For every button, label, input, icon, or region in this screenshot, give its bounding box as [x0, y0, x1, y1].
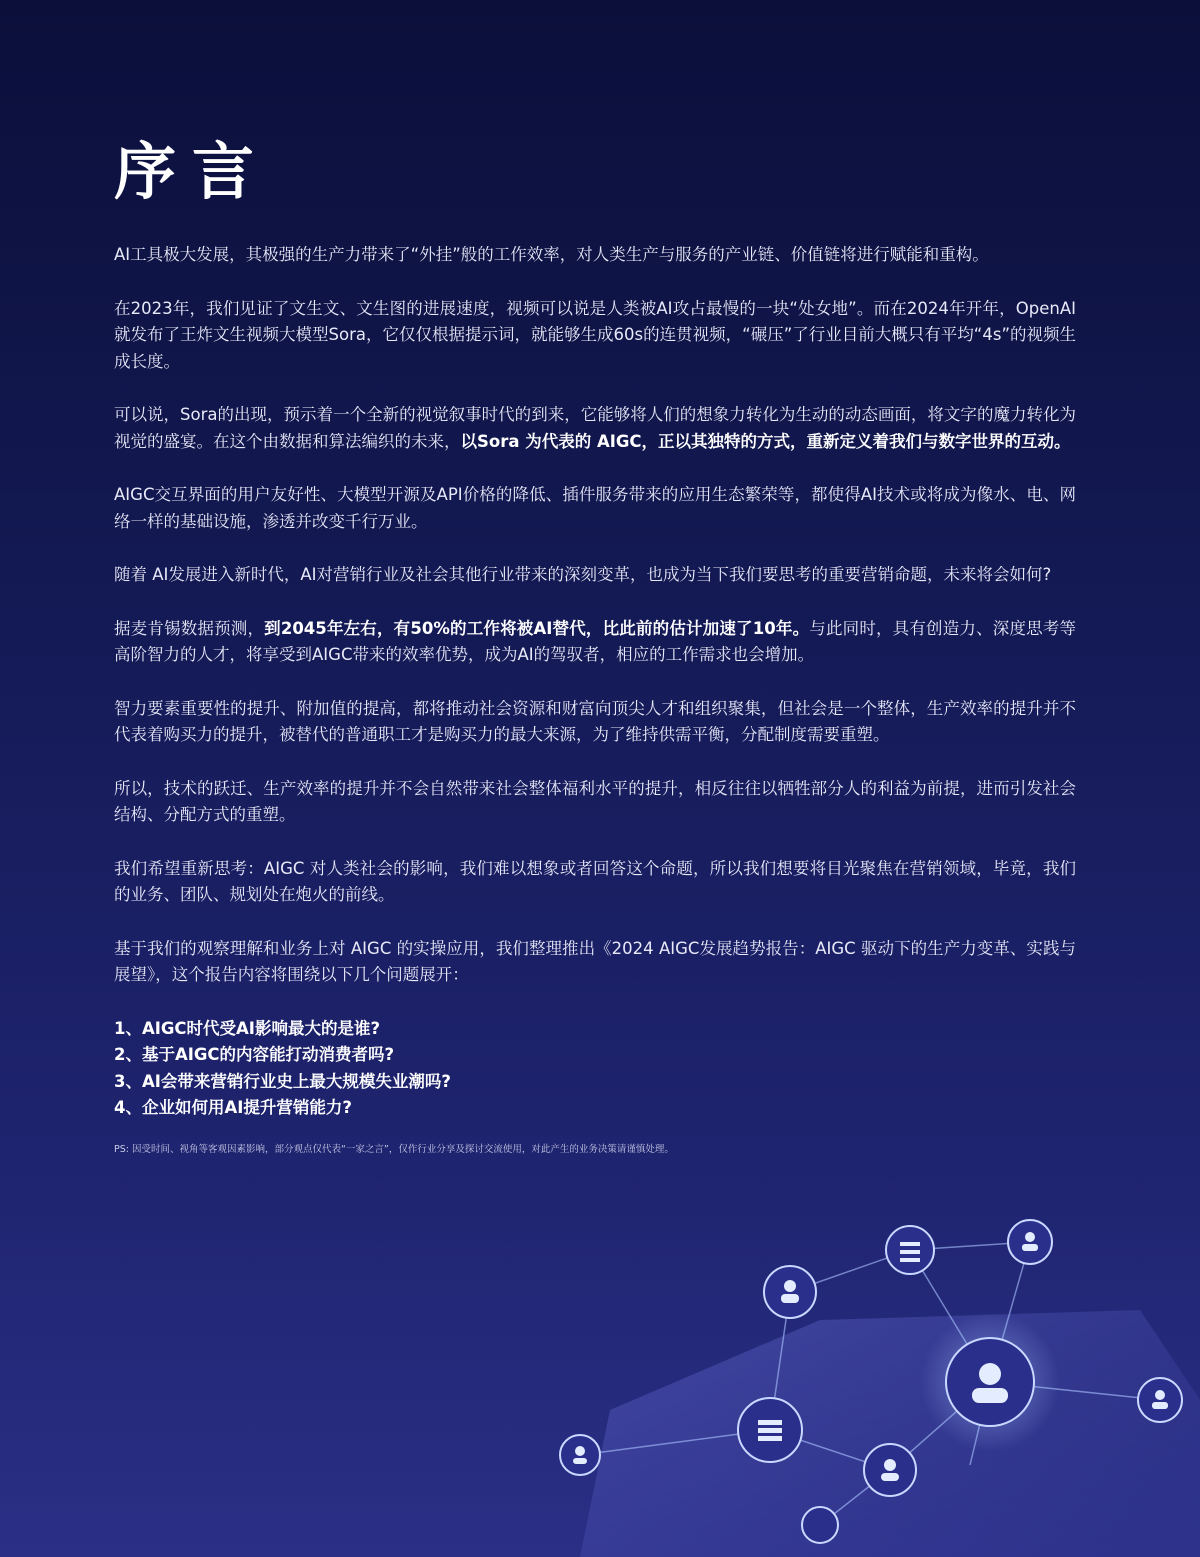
page-title: 序言: [114, 135, 271, 208]
bold-text-segment: 以Sora 为代表的 AIGC，正以其独特的方式，重新定义着我们与数字世界的互动。: [460, 431, 1071, 451]
question-item: 4、企业如何用AI提升营销能力?: [114, 1098, 352, 1117]
body-paragraph: [114, 936, 1076, 989]
text-segment: AI工具极大发展，其极强的生产力带来了“外挂”般的工作效率，对人类生产与服务的产业链、价值链将进行赋能和重构。: [114, 245, 989, 264]
text-segment: 据麦肯锡数据预测，: [114, 618, 265, 638]
question-item: 1、AIGC时代受AI影响最大的是谁?: [114, 1018, 381, 1038]
network-illustration: [520, 1170, 1200, 1557]
body-paragraph: [114, 696, 1076, 749]
body-paragraph: [114, 242, 1076, 269]
ps-note: PS: 因受时间、视角等客观因素影响，部分观点仅代表“一家之言”，仅作行业分享及探讨交流使用，对此产生的业务决策请谨慎处理。: [114, 1143, 674, 1155]
body-paragraph: [114, 296, 1076, 376]
text-segment: 基于我们的观察理解和业务上对 AIGC 的实操应用，我们整理推出《2024 AIGC发展趋势报告：AIGC 驱动下的生产力变革、实践与展望》，这个报告内容将围绕以下几个问题展开：: [114, 938, 1076, 984]
body-paragraph: [114, 562, 1076, 589]
body-paragraph: [114, 856, 1076, 909]
text-segment: 在2023年，我们见证了文生文、文生图的进展速度，视频可以说是人类被AI攻占最慢的一块“处女地”。而在2024年开年，OpenAI就发布了王炸文生视频大模型Sora，它仅仅根据提示词，就能够生成60s的连贯视频，“碾压”了行业目前大概只有平均“4s”的视频生成长度。: [114, 298, 1076, 371]
question-item: 3、AI会带来营销行业史上最大规模失业潮吗?: [114, 1071, 451, 1091]
text-segment: 我们希望重新思考：AIGC 对人类社会的影响，我们难以想象或者回答这个命题，所以我们想要将目光聚焦在营销领域，毕竟，我们的业务、团队、规划处在炮火的前线。: [114, 858, 1076, 904]
text-segment: 随着 AI发展进入新时代，AI对营销行业及社会其他行业带来的深刻变革，也成为当下我们要思考的重要营销命题，未来将会如何?: [114, 565, 1052, 584]
user-node-icon: [802, 1507, 838, 1543]
bold-text-segment: 到2045年左右，有50%的工作将被AI替代，比此前的估计加速了10年。: [264, 618, 810, 638]
platform-shape: [580, 1310, 1200, 1557]
body-paragraph: [114, 482, 1076, 535]
body-paragraph: [114, 402, 1076, 455]
question-item: 2、基于AIGC的内容能打动消费者吗?: [114, 1045, 395, 1064]
preface-body: [114, 242, 1076, 1157]
text-segment: AIGC交互界面的用户友好性、大模型开源及API价格的降低、插件服务带来的应用生态繁荣等，都使得AI技术或将成为像水、电、网络一样的基础设施，渗透并改变千行万业。: [114, 485, 1076, 531]
paragraph-list: [114, 242, 1076, 989]
text-segment: 与此同时，具有创造力、深度思考等高阶智力的人才，将享受到AIGC带来的效率优势，成为AI的驾驭者，相应的工作需求也会增加。: [114, 618, 1077, 664]
text-segment: 所以，技术的跃迁、生产效率的提升并不会自然带来社会整体福利水平的提升，相反往往以牺牲部分人的利益为前提，进而引发社会结构、分配方式的重塑。: [114, 778, 1076, 824]
question-list: [114, 1016, 1076, 1122]
body-paragraph: [114, 776, 1076, 829]
text-segment: 可以说，Sora的出现，预示着一个全新的视觉叙事时代的到来，它能够将人们的想象力转化为生动的动态画面，将文字的魔力转化为视觉的盛宴。在这个由数据和算法编织的未来，: [114, 405, 1076, 451]
body-paragraph: [114, 616, 1076, 669]
text-segment: 智力要素重要性的提升、附加值的提高，都将推动社会资源和财富向顶尖人才和组织聚集，但社会是一个整体，生产效率的提升并不代表着购买力的提升，被替代的普通职工才是购买力的最大来源，为了维持供需平衡，分配制度需要重塑。: [114, 698, 1076, 744]
